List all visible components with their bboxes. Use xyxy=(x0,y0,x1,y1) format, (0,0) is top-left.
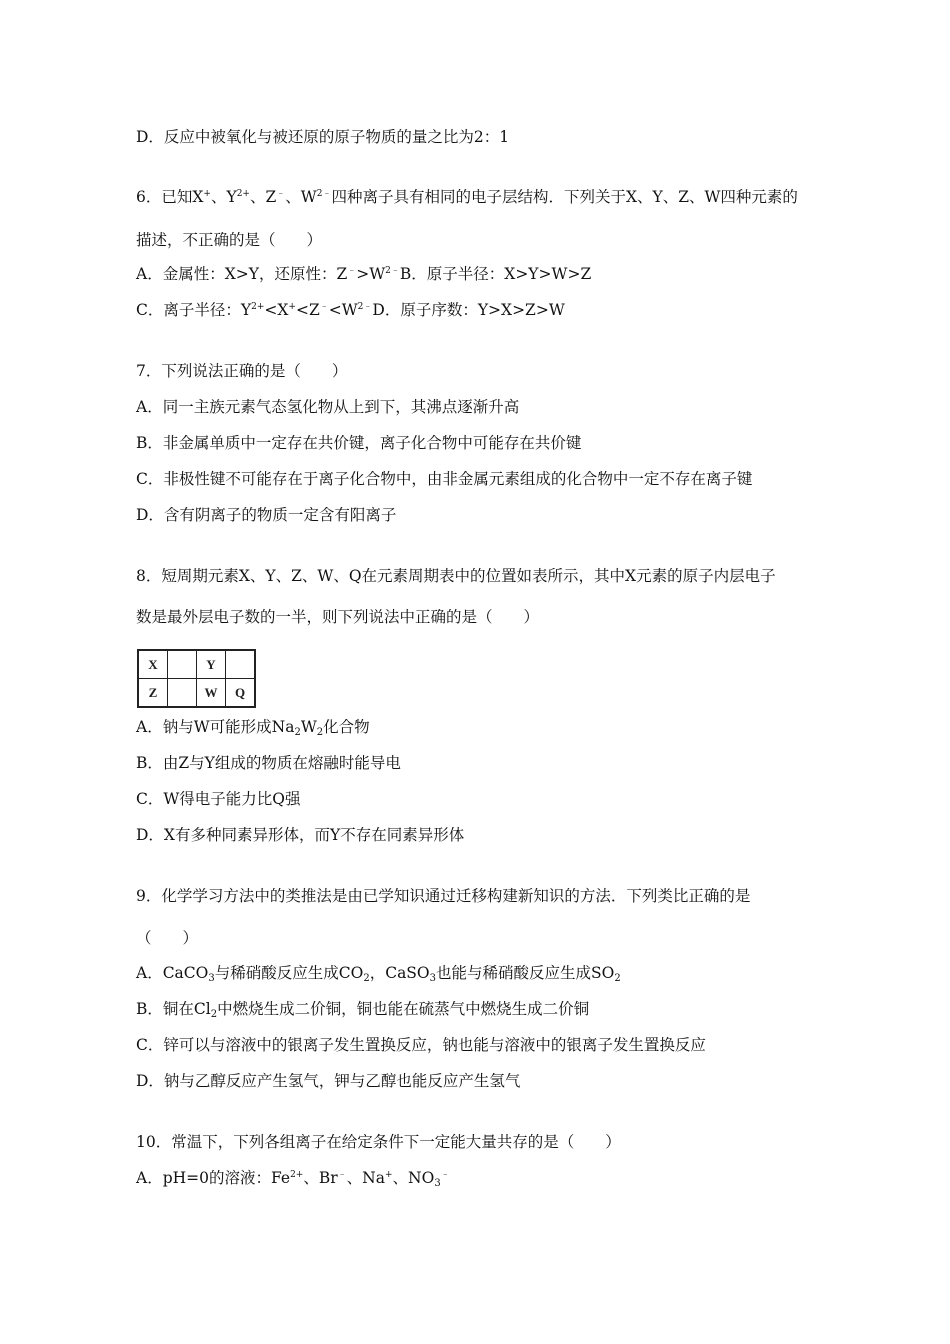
table-cell: Z xyxy=(138,679,168,708)
q9-option-b: B．铜在$Cl_2$中燃烧生成二价铜，铜也能在硫蒸气中燃烧生成二价铜 xyxy=(136,1000,590,1020)
q6-stem: 6．已知X+、$Y^{2+}$、Z﹣、$W^{2﹣}$四种离子具有相同的电子层结构．下列关于X、Y、Z、W四种元素的 xyxy=(136,188,798,206)
periodic-table-fragment xyxy=(137,649,256,708)
q6-options-c-d: C．离子半径：$Y^{2+}<X^+<Z^﹣<W^{2﹣}D$．原子序数：Y>X>Z>W xyxy=(136,301,565,319)
table-row xyxy=(138,679,255,708)
q8-option-a: A．钠与W可能形成$Na_2W_2$化合物 xyxy=(136,718,370,738)
table-cell: Y xyxy=(197,650,226,679)
q6-options-a-b: A．金属性：X>Y，还原性：$Z^﹣>W^{2﹣}B$．原子半径：X>Y>W>Z xyxy=(136,265,592,283)
q10-option-a: A．pH=0的溶液：$Fe^{2+}$、Br﹣、Na+、$NO_3^﹣$ xyxy=(136,1169,450,1189)
table-cell xyxy=(226,650,256,679)
table-cell: X xyxy=(138,650,168,679)
q6-stem-continued: 描述，不正确的是（ ） xyxy=(136,231,323,249)
q8-stem-continued: 数是最外层电子数的一半，则下列说法中正确的是（ ） xyxy=(136,608,540,626)
q8-stem: 8．短周期元素X、Y、Z、W、Q在元素周期表中的位置如表所示，其中X元素的原子内层电子 xyxy=(136,567,776,585)
table-cell xyxy=(168,679,197,708)
q7-option-c: C．非极性键不可能存在于离子化合物中，由非金属元素组成的化合物中一定不存在离子键 xyxy=(136,470,753,488)
q9-stem-continued: （ ） xyxy=(136,929,199,947)
q8-option-c: C．W得电子能力比Q强 xyxy=(136,790,301,808)
table-cell xyxy=(168,650,197,679)
q7-option-d: D．含有阴离子的物质一定含有阳离子 xyxy=(136,506,397,524)
q7-stem: 7．下列说法正确的是（ ） xyxy=(136,362,348,380)
q8-option-b: B．由Z与Y组成的物质在熔融时能导电 xyxy=(136,754,401,772)
q9-option-c: C．锌可以与溶液中的银离子发生置换反应，钠也能与溶液中的银离子发生置换反应 xyxy=(136,1036,706,1054)
q9-option-a: A．CaCO$_3$与稀硝酸反应生成$CO_2$，CaSO$_3$也能与稀硝酸反应生成$SO_2$ xyxy=(136,964,621,984)
table-cell: Q xyxy=(226,679,256,708)
q9-stem: 9．化学学习方法中的类推法是由已学知识通过迁移构建新知识的方法．下列类比正确的是 xyxy=(136,887,751,905)
q10-stem: 10．常温下，下列各组离子在给定条件下一定能大量共存的是（ ） xyxy=(136,1133,621,1151)
q5-option-d: D．反应中被氧化与被还原的原子物质的量之比为2：1 xyxy=(136,128,510,146)
q7-option-a: A．同一主族元素气态氢化物从上到下，其沸点逐渐升高 xyxy=(136,398,520,416)
table-row xyxy=(138,650,255,679)
table-cell: W xyxy=(197,679,226,708)
q8-option-d: D．X有多种同素异形体，而Y不存在同素异形体 xyxy=(136,826,465,844)
q7-option-b: B．非金属单质中一定存在共价键，离子化合物中可能存在共价键 xyxy=(136,434,582,452)
q9-option-d: D．钠与乙醇反应产生氢气，钾与乙醇也能反应产生氢气 xyxy=(136,1072,521,1090)
